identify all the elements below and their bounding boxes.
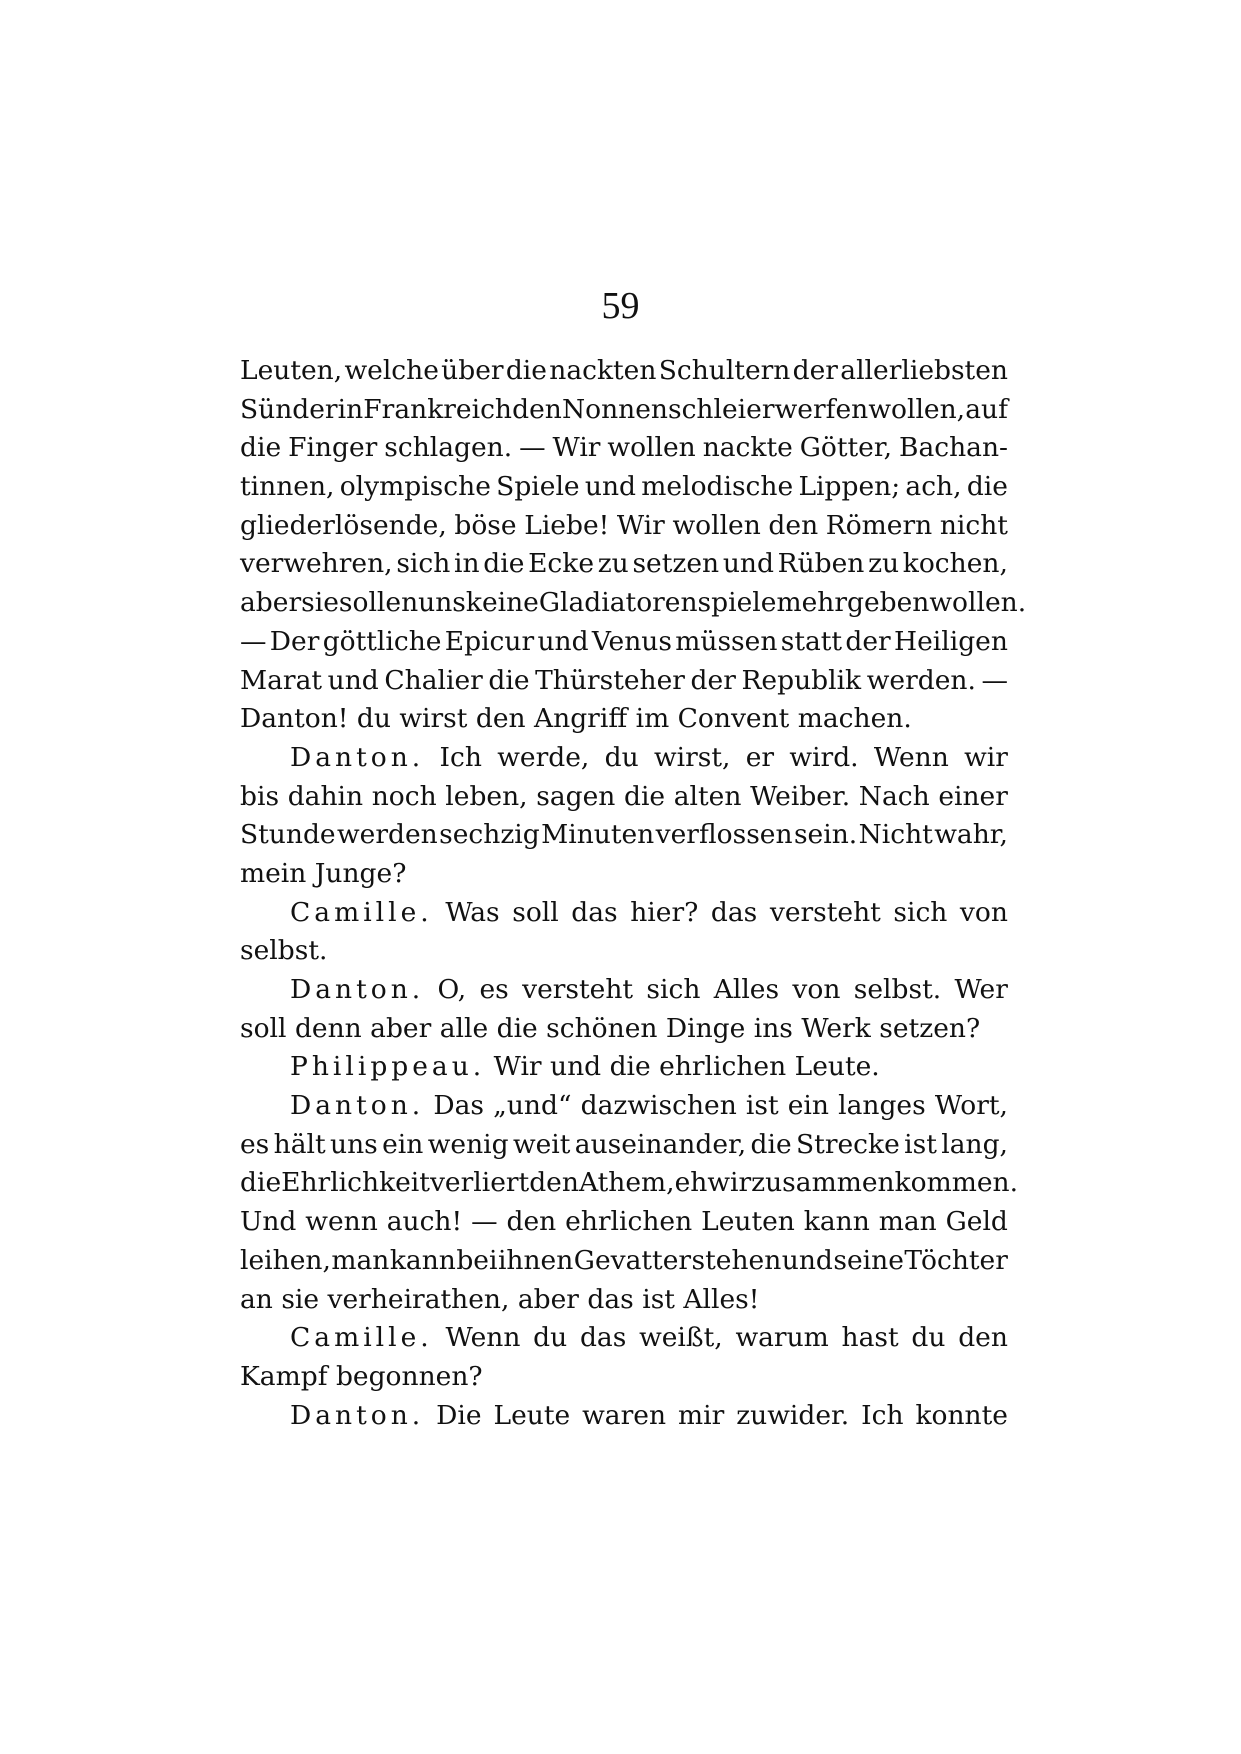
word: die (496, 1012, 538, 1044)
text-line (240, 1010, 1008, 1049)
word: wahr, (934, 819, 1008, 851)
word: weit (512, 1128, 571, 1160)
word: Wenn (445, 1322, 521, 1354)
word: alten (673, 780, 742, 812)
word: Spiele (496, 471, 580, 503)
text-line (240, 391, 1008, 430)
word: nicht (939, 509, 1008, 541)
word: Finger (288, 432, 378, 464)
word: Wenn (873, 741, 949, 773)
text-line (240, 429, 1008, 468)
word: Ich (861, 1399, 904, 1431)
text-line (240, 1242, 1008, 1281)
text-line (240, 1203, 1008, 1242)
word: sechzig (439, 819, 540, 851)
word: Frankreich (363, 393, 512, 425)
word: gliederlösende, (240, 509, 447, 541)
word: Minuten (541, 819, 655, 851)
word: Lippen; (798, 471, 901, 503)
word: wirst (399, 703, 468, 735)
word: machen. (797, 703, 912, 735)
text-line (240, 507, 1008, 546)
word: müssen (675, 625, 778, 657)
word: ehrlichen (565, 1206, 693, 1238)
word: tinnen, (240, 471, 335, 503)
word: olympische (339, 471, 491, 503)
word: Gladiatorenspiele (538, 587, 777, 619)
word: von (792, 974, 841, 1005)
word: Danton! (240, 703, 349, 735)
speaker-name: Danton. (290, 974, 425, 1005)
text-line (240, 468, 1008, 507)
word: es (479, 974, 509, 1005)
word: — (240, 625, 267, 657)
word: den (475, 703, 526, 735)
word: Nicht (858, 819, 933, 851)
word: nackte (702, 432, 793, 464)
word: versteht (769, 896, 881, 928)
word: sich (646, 974, 701, 1005)
word: und (722, 548, 774, 580)
word: Sünderin (240, 393, 364, 425)
word: Marat (240, 664, 323, 696)
word: Geld (945, 1206, 1008, 1238)
speaker-name: Camille. (290, 896, 433, 928)
word: ins (753, 1012, 793, 1044)
word: Was (445, 896, 500, 928)
word: ein (787, 1090, 829, 1122)
word: verliert (429, 1167, 530, 1199)
word: Junge? (314, 857, 407, 889)
word: uns (330, 1128, 378, 1160)
text-line (240, 1281, 1008, 1320)
word: waren (582, 1399, 667, 1431)
word: wenig (427, 1128, 509, 1160)
word: ist (642, 1283, 675, 1315)
word: die (240, 432, 282, 464)
word: sollen (338, 587, 419, 619)
word: Wer (954, 974, 1008, 1005)
text-line (240, 932, 1008, 971)
word: Kampf (240, 1360, 328, 1392)
text-line (240, 623, 1008, 662)
word: aber (370, 1012, 432, 1044)
word: dahin (287, 780, 364, 812)
text-line (240, 662, 1008, 701)
word: kann (803, 1206, 870, 1238)
speech-line (240, 1397, 1008, 1436)
word: geben (847, 587, 930, 619)
word: zu (868, 548, 900, 580)
word: nackten (549, 355, 657, 386)
word: keine (465, 587, 539, 619)
word: das (710, 896, 758, 928)
word: wir (964, 741, 1008, 773)
word: zusammen (751, 1167, 895, 1199)
text-line (240, 1358, 1008, 1397)
word: mein (240, 857, 307, 889)
text-line (240, 1164, 1019, 1203)
word: Leute (493, 1399, 571, 1431)
word: Werk (801, 1012, 871, 1044)
word: auseinander, (574, 1128, 747, 1160)
word: Nonnenschleier (561, 393, 775, 425)
word: hast (841, 1322, 899, 1354)
word: noch (371, 780, 437, 812)
word: auf (965, 393, 1008, 425)
word: und (584, 471, 636, 503)
word: und (781, 1244, 833, 1276)
word: kochen, (902, 548, 1008, 580)
body-text (240, 352, 1027, 1435)
word: Dinge (665, 1012, 746, 1044)
word: Chalier (384, 664, 483, 696)
word: setzen (632, 548, 720, 580)
word: Römern (825, 509, 933, 541)
word: Ich (439, 741, 482, 773)
word: alle (439, 1012, 489, 1044)
word: Götter, (799, 432, 893, 464)
word: den (768, 509, 819, 541)
word: Weiber. (750, 780, 851, 812)
word: melodische (641, 471, 794, 503)
page-number: 59 (601, 285, 640, 327)
word: ehrlichen (659, 1051, 787, 1083)
word: man (878, 1206, 937, 1238)
word: Thürsteher (535, 664, 685, 696)
word: göttliche (322, 625, 442, 657)
word: der (690, 664, 736, 696)
word: setzen? (879, 1012, 981, 1044)
word: statt (780, 625, 843, 657)
word: weißt, (639, 1322, 723, 1354)
word: O, (437, 974, 467, 1005)
word: Rüben (777, 548, 865, 580)
speech-line (240, 1319, 1008, 1358)
word: du (356, 703, 391, 735)
word: Bachan- (898, 432, 1008, 464)
word: verheirathen, (327, 1283, 510, 1315)
word: aber (517, 1283, 579, 1315)
word: das (587, 1283, 634, 1315)
word: wollen. (929, 587, 1027, 619)
word: in (454, 548, 480, 580)
speaker-name: Philippeau. (290, 1051, 486, 1083)
word: begonnen? (335, 1360, 483, 1392)
word: werden (336, 819, 438, 851)
word: über (441, 355, 504, 386)
word: das (579, 1322, 627, 1354)
word: werfen (774, 393, 869, 425)
word: Töchter (904, 1244, 1008, 1276)
word: Stunde (240, 819, 336, 851)
word: wollen (607, 432, 696, 464)
word: Liebe! (524, 509, 610, 541)
word: ist (745, 1090, 779, 1122)
word: stehen (691, 1244, 782, 1276)
word: Und (240, 1206, 297, 1238)
word: er (745, 741, 775, 773)
speech-line (240, 739, 1008, 778)
word: werde, (497, 741, 590, 773)
word: verflossen (655, 819, 793, 851)
word: Ehrlichkeit (281, 1167, 430, 1199)
word: Leute. (794, 1051, 880, 1083)
word: wollen, (868, 393, 966, 425)
word: du (911, 1322, 946, 1354)
word: hier? (630, 896, 699, 928)
word: Strecke (796, 1128, 900, 1160)
text-line (240, 778, 1008, 817)
word: leben, (445, 780, 528, 812)
word: Venus (591, 625, 672, 657)
word: die (750, 1128, 792, 1160)
word: von (959, 896, 1008, 928)
word: Wir (616, 509, 665, 541)
word: die (488, 664, 530, 696)
word: Ecke (528, 548, 595, 580)
word: Angriff (534, 703, 628, 735)
word: und (327, 664, 379, 696)
word: versteht (522, 974, 634, 1005)
word: konnte (915, 1399, 1008, 1431)
word: Nach (858, 780, 930, 812)
word: die (240, 1167, 282, 1199)
word: schlagen. (384, 432, 513, 464)
word: und (537, 625, 589, 657)
word: das (571, 896, 618, 928)
word: eh (674, 1167, 708, 1199)
word: denn (294, 1012, 362, 1044)
word: zuwider. (736, 1399, 850, 1431)
word: soll (512, 896, 559, 928)
word: welche (344, 355, 439, 386)
word: Leuten, (240, 355, 343, 386)
word: wir (707, 1167, 752, 1199)
word: mehr (776, 587, 847, 619)
word: langes (838, 1090, 926, 1122)
word: bei (456, 1244, 498, 1276)
word: es (240, 1128, 270, 1160)
word: ist (904, 1128, 937, 1160)
speech-line (240, 1087, 1008, 1126)
word: Die (436, 1399, 482, 1431)
word: wird. (789, 741, 859, 773)
word: schönen (546, 1012, 658, 1044)
word: die (609, 1051, 651, 1083)
word: „und“ (493, 1090, 572, 1122)
word: soll (240, 1012, 287, 1044)
word: — (519, 432, 546, 464)
word: uns (418, 587, 466, 619)
word: den (958, 1322, 1008, 1354)
word: Schultern (658, 355, 791, 386)
text-line (240, 816, 1008, 855)
word: wollen (672, 509, 761, 541)
word: einer (938, 780, 1008, 812)
speaker-name: Camille. (290, 1322, 433, 1354)
word: allerliebsten (840, 355, 1008, 386)
word: der (792, 355, 838, 386)
word: den (529, 1167, 579, 1199)
word: hält (273, 1128, 326, 1160)
word: wirst, (653, 741, 731, 773)
word: auch! (386, 1206, 463, 1238)
word: die (966, 471, 1008, 503)
word: an (240, 1283, 273, 1315)
word: Alles (713, 974, 780, 1005)
word: Wir (493, 1051, 542, 1083)
word: Leuten (701, 1206, 795, 1238)
text-line (240, 584, 1027, 623)
speech-line (240, 1048, 1008, 1087)
word: den (512, 393, 562, 425)
text-line (240, 545, 1008, 584)
word: im (635, 703, 670, 735)
word: leihen, (240, 1244, 331, 1276)
word: zu (597, 548, 629, 580)
word: du (604, 741, 639, 773)
speaker-name: Danton. (290, 1090, 425, 1122)
word: dazwischen (580, 1090, 737, 1122)
word: Wir (552, 432, 601, 464)
word: Wort, (934, 1090, 1008, 1122)
word: verwehren, (240, 548, 393, 580)
word: sich (893, 896, 948, 928)
word: selbst. (240, 935, 328, 967)
word: werden. (866, 664, 976, 696)
word: mir (677, 1399, 725, 1431)
speaker-name: Danton. (290, 741, 425, 773)
word: Athem, (578, 1167, 675, 1199)
word: sie (301, 587, 339, 619)
word: Das (433, 1090, 484, 1122)
text-line (240, 700, 1008, 739)
word: sein. (793, 819, 858, 851)
word: aber (240, 587, 302, 619)
word: und (550, 1051, 602, 1083)
word: der (845, 625, 891, 657)
word: Alles! (683, 1283, 760, 1315)
word: — (981, 664, 1008, 696)
word: sie (281, 1283, 320, 1315)
word: böse (454, 509, 517, 541)
word: seine (833, 1244, 904, 1276)
word: man (331, 1244, 390, 1276)
word: Republik (741, 664, 862, 696)
word: selbst. (853, 974, 942, 1005)
word: kommen. (894, 1167, 1019, 1199)
word: die (483, 548, 525, 580)
word: du (533, 1322, 568, 1354)
word: sich (396, 548, 451, 580)
text-line (240, 352, 1008, 391)
word: ach, (905, 471, 962, 503)
word: bis (240, 780, 280, 812)
word: ein (382, 1128, 424, 1160)
word: Epicur (444, 625, 535, 657)
word: Der (269, 625, 320, 657)
speaker-name: Danton. (290, 1399, 425, 1431)
word: kann (389, 1244, 456, 1276)
text-line (240, 855, 1008, 894)
word: die (505, 355, 547, 386)
text-line (240, 1126, 1008, 1165)
speech-line (240, 894, 1008, 933)
word: warum (735, 1322, 829, 1354)
word: Convent (677, 703, 790, 735)
speech-line (240, 971, 1008, 1010)
word: den (506, 1206, 557, 1238)
word: die (623, 780, 666, 812)
word: sagen (536, 780, 616, 812)
word: Gevatter (573, 1244, 692, 1276)
word: Heiligen (894, 625, 1008, 657)
word: — (471, 1206, 498, 1238)
word: wenn (305, 1206, 378, 1238)
word: lang, (941, 1128, 1008, 1160)
word: ihnen (497, 1244, 574, 1276)
